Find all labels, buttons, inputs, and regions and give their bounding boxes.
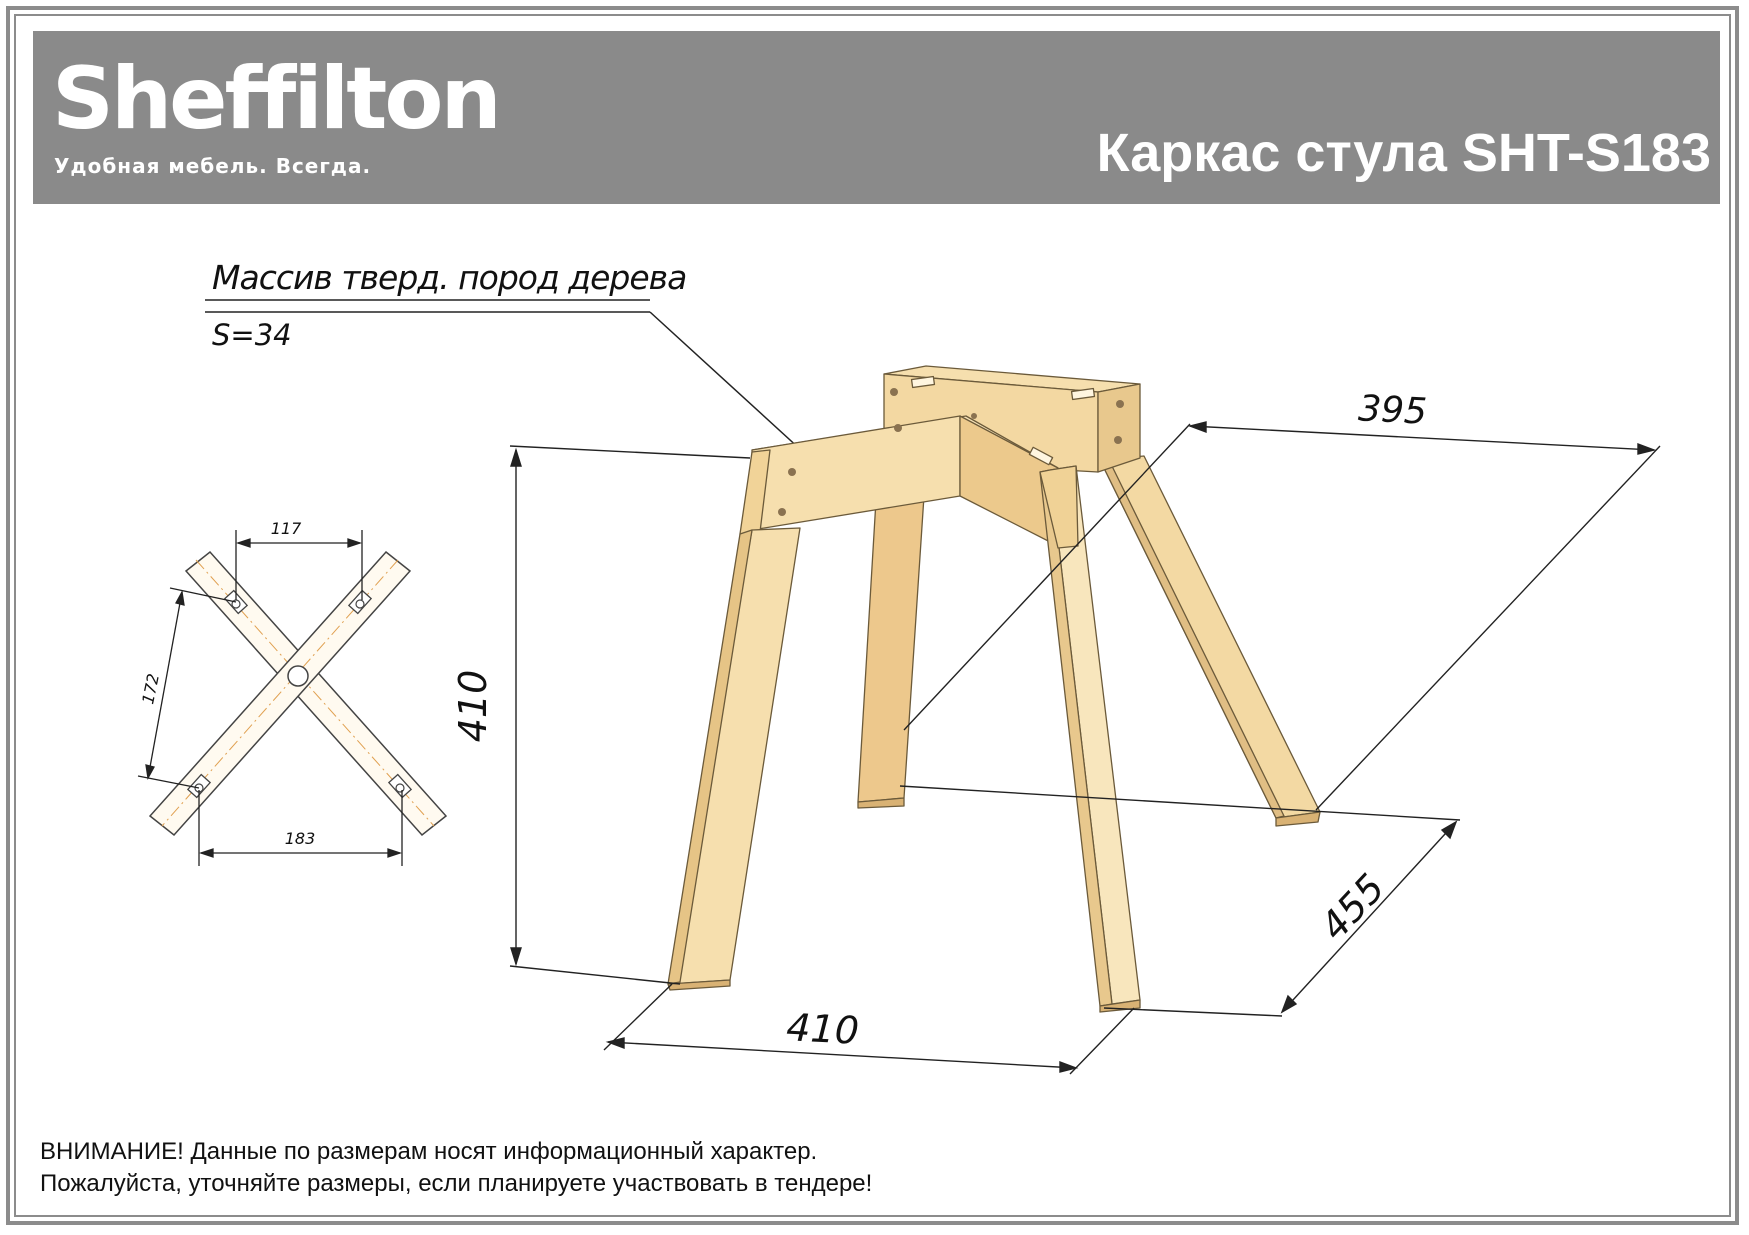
plan-dim-side: 172	[138, 671, 164, 706]
isometric-frame	[668, 366, 1320, 1012]
plan-dim-top: 117	[270, 519, 302, 538]
dim-width	[604, 984, 1134, 1074]
dim-117	[236, 530, 362, 600]
notice-line-2: Пожалуйста, уточняйте размеры, если планируете участвовать в тендере!	[40, 1170, 873, 1197]
dim-183	[199, 790, 402, 866]
notice-line-1: ВНИМАНИЕ! Данные по размерам носят информационный характер.	[40, 1138, 818, 1165]
dim-diagonal-value: 395	[1357, 388, 1428, 433]
material-leader	[205, 300, 836, 482]
brand-logo: Sheffilton	[52, 49, 499, 149]
thickness-label: S=34	[212, 318, 292, 352]
leg-front-right	[1040, 466, 1140, 1012]
brand-tagline: Удобная мебель. Всегда.	[54, 154, 372, 178]
dim-depth-value: 455	[1311, 865, 1394, 949]
dim-width-value: 410	[785, 1005, 861, 1053]
center-hole	[288, 666, 308, 686]
leg-back-left	[858, 496, 924, 808]
leg-back-right	[1100, 456, 1320, 826]
material-label: Массив тверд. пород дерева	[212, 258, 687, 297]
leg-front-left	[668, 450, 800, 990]
dim-height-value: 410	[451, 669, 495, 743]
page-title: Каркас стула SHT-S183	[1096, 123, 1711, 183]
plan-dim-bottom: 183	[284, 829, 316, 848]
disclaimer-notice	[40, 1136, 872, 1200]
plan-bar-b	[150, 552, 410, 835]
plan-view	[138, 519, 446, 866]
